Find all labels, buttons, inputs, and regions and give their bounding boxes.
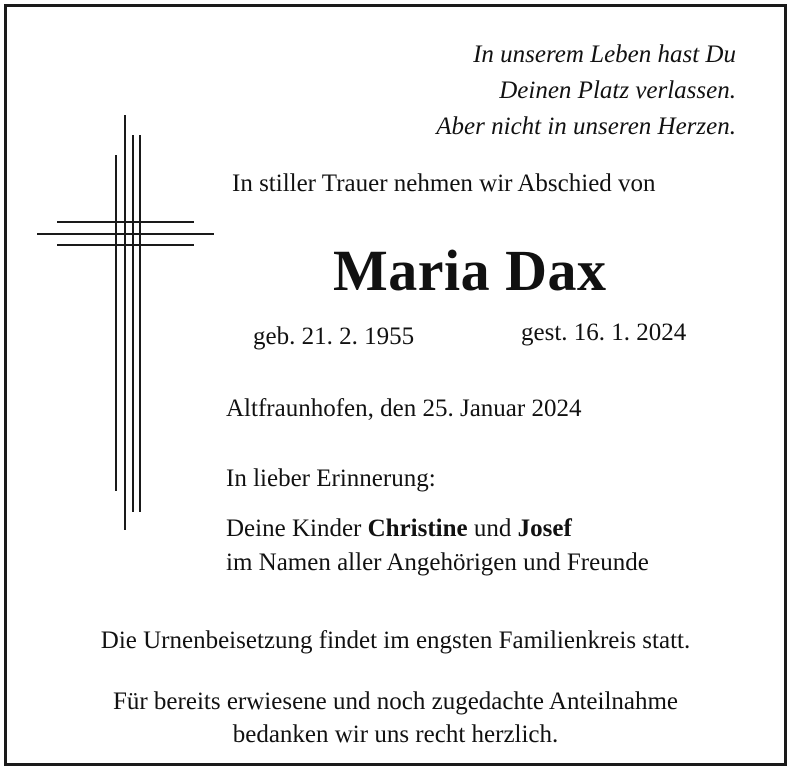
thanks-line: Für bereits erwiesene und noch zugedachte Anteilnahme [112,688,679,715]
child-name: Josef [517,515,572,542]
poem-line: Aber nicht in unseren Herzen. [436,113,736,140]
thanks-text [7,685,784,751]
place-date: Altfraunhofen, den 25. Januar 2024 [226,395,582,422]
poem-line: In unserem Leben hast Du [473,41,736,68]
family-signature [226,512,649,580]
family-conjunction: und [467,515,518,542]
family-prefix: Deine Kinder [226,515,368,542]
thanks-line: bedanken wir uns recht herzlich. [232,721,559,748]
child-name: Christine [367,515,468,542]
intro-text: In stiller Trauer nehmen wir Abschied von [232,170,656,197]
cross-icon [7,7,237,547]
deceased-name: Maria Dax [333,238,607,303]
birth-date: geb. 21. 2. 1955 [253,323,415,350]
family-line-2: im Namen aller Angehörigen und Freunde [226,549,649,576]
memory-heading: In lieber Erinnerung: [226,465,436,492]
poem-line: Deinen Platz verlassen. [499,77,736,104]
urn-notice: Die Urnenbeisetzung findet im engsten Familienkreis statt. [100,627,691,654]
obituary-notice [4,4,787,766]
death-date: gest. 16. 1. 2024 [521,319,687,346]
family-line-1 [226,512,649,546]
poem [436,37,736,145]
